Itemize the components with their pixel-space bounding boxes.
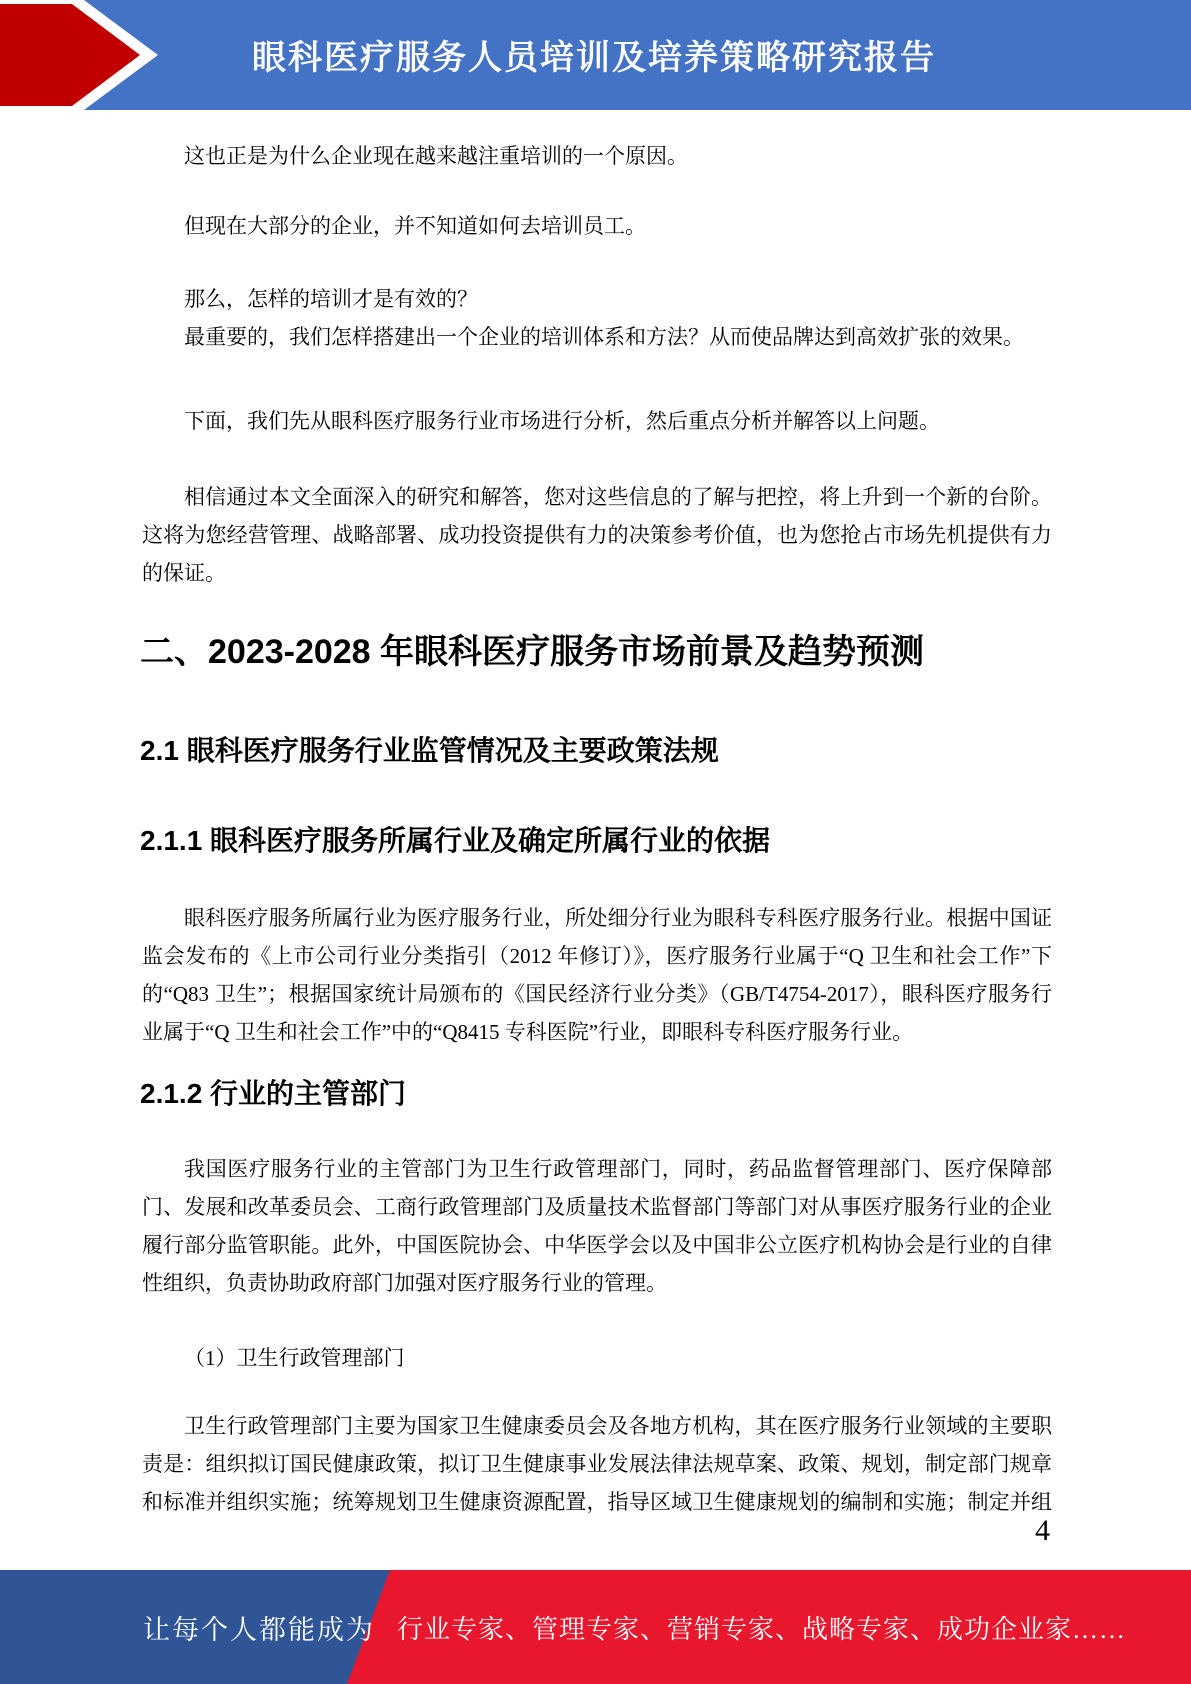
section-heading-2-1: 2.1 眼科医疗服务行业监管情况及主要政策法规: [140, 735, 719, 766]
intro-paragraph-5: 下面，我们先从眼科医疗服务行业市场进行分析，然后重点分析并解答以上问题。: [184, 409, 940, 433]
paragraph-item-1: 卫生行政管理部门主要为国家卫生健康委员会及各地方机构，其在医疗服务行业领域的主要职责是：组织拟订国民健康政策，拟订卫生健康事业发展法律法规草案、政策、规划，制定部门规章和标准并组织实施；统筹规划卫生健康资源配置，指导区域卫生健康规划的编制和实施；制定并组: [142, 1414, 1052, 1514]
paragraph-2-1-2: 我国医疗服务行业的主管部门为卫生行政管理部门，同时，药品监督管理部门、医疗保障部门、发展和改革委员会、工商行政管理部门及质量技术监督部门等部门对从事医疗服务行业的企业履行部分监管职能。此外，中国医院协会、中华医学会以及中国非公立医疗机构协会是行业的自律性组织，负责协助政府部门加强对医疗服务行业的管理。: [142, 1157, 1052, 1295]
intro-paragraph-3: 那么，怎样的培训才是有效的？: [184, 287, 478, 311]
intro-paragraph-2: 但现在大部分的企业，并不知道如何去培训员工。: [184, 214, 646, 238]
page-number: 4: [1035, 1514, 1050, 1547]
header-banner: [0, 0, 1191, 110]
subsection-heading-2-1-1: 2.1.1 眼科医疗服务所属行业及确定所属行业的依据: [140, 825, 771, 856]
list-item-1-label: （1）卫生行政管理部门: [184, 1346, 405, 1370]
footer-banner: [0, 1570, 1191, 1684]
chapter-heading: 二、2023-2028 年眼科医疗服务市场前景及趋势预测: [140, 633, 925, 671]
intro-paragraph-4: 最重要的，我们怎样搭建出一个企业的培训体系和方法？从而使品牌达到高效扩张的效果。: [184, 325, 1024, 349]
footer-slogan-right: 行业专家、管理专家、营销专家、战略专家、成功企业家……: [397, 1614, 1127, 1644]
report-title: 眼科医疗服务人员培训及培养策略研究报告: [252, 38, 936, 77]
paragraph-2-1-1: 眼科医疗服务所属行业为医疗服务行业，所处细分行业为眼科专科医疗服务行业。根据中国证监会发布的《上市公司行业分类指引（2012 年修订）》，医疗服务行业属于“Q 卫生和社会工作”下的“Q83 卫生”；根据国家统计局颁布的《国民经济行业分类》（GB/T4754-2017），眼科医疗服务行业属于“Q 卫生和社会工作”中的“Q8415 专科医院”行业，即眼科专科医疗服务行业。: [142, 906, 1052, 1044]
red-chevron-arrow-icon: [0, 0, 170, 110]
intro-paragraph-6: 相信通过本文全面深入的研究和解答，您对这些信息的了解与把控，将上升到一个新的台阶。这将为您经营管理、战略部署、成功投资提供有力的决策参考价值，也为您抢占市场先机提供有力的保证。: [142, 485, 1052, 585]
footer-slogan-left: 让每个人都能成为: [143, 1614, 375, 1645]
subsection-heading-2-1-2: 2.1.2 行业的主管部门: [140, 1078, 407, 1109]
intro-paragraph-1: 这也正是为什么企业现在越来越注重培训的一个原因。: [184, 144, 688, 168]
